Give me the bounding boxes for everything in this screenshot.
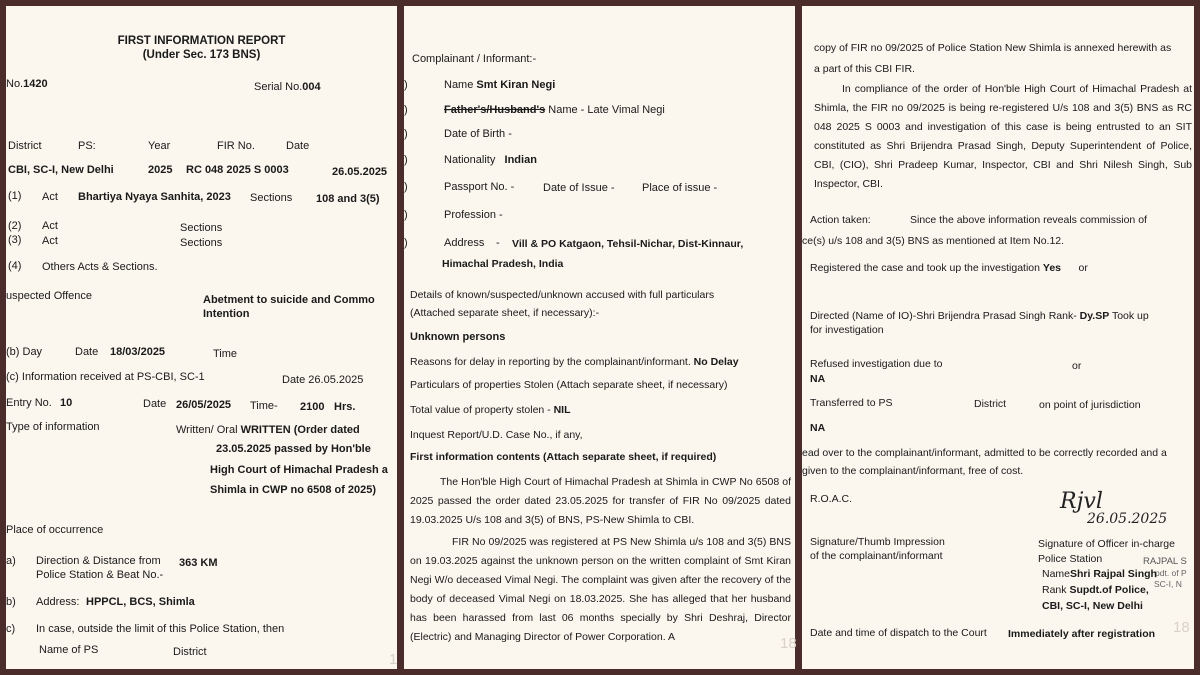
act-row-1-value: Bhartiya Nyaya Sanhita, 2023 [78,191,231,203]
refused-na: NA [810,373,826,385]
transferred-na: NA [810,422,826,434]
dispatch-label: Date and time of dispatch to the Court [810,627,987,639]
year-header: Year [148,140,171,152]
fir-no-header: FIR No. [217,140,255,152]
address-label: Address [444,237,485,249]
police-station-label: Police Station [1038,553,1103,565]
info-received-label: (c) Information received at PS-CBI, SC-1 [6,371,205,383]
officer-office: CBI, SC-I, New Delhi [1042,600,1143,612]
fir-page-3 [802,6,1194,669]
place-of-issue: Place of issue - [642,182,718,194]
district-header: District [8,140,42,152]
address-label: Address: [36,596,80,608]
fir-no-value: RC 048 2025 S 0003 [186,164,289,176]
fir-no-field: No.1420 [6,78,48,90]
address-line-1: Vill & PO Katgaon, Tehsil-Nichar, Dist-Kinnaur, [512,238,744,250]
entry-hrs: Hrs. [334,401,356,413]
report-title: FIRST INFORMATION REPORT [117,35,286,47]
sections-row-2-label: Sections [180,222,223,234]
act-row-2-label: Act [42,220,58,232]
officer-name: NameShri Rajpal Singh [1042,568,1157,580]
refused-or: or [1072,360,1082,372]
act-row-1-label: Act [42,191,58,203]
suspected-offence-label: uspected Offence [6,290,93,302]
action-taken-value: Since the above information reveals commission of [910,214,1147,226]
item-marker: ) [404,104,408,116]
item-marker: ) [404,154,408,166]
directed-io: Directed (Name of IO)-Shri Brijendra Prasad Singh Rank- Dy.SP Took up [810,310,1149,322]
compliance-paragraph: In compliance of the order of Hon'ble High Court of Himachal Pradesh at Shimla, the FIR no 09/2025 is being re-registered U/s 108 and 3(5) BNS as RC 048 2025 S 0003 and investigation of this case is being entrusted to an SIT constituted as Shri Brijendra Prasad Singh, Deputy Superintendent of Police, CBI, (CIO), Shri Pradeep Kumar, Inspector, CBI and Shri Nilesh Singh, Sub Inspector, CBI. [814,83,1192,190]
address-dash: - [496,237,500,249]
date-of-issue: Date of Issue - [543,182,615,194]
jurisdiction: on point of jurisdiction [1039,399,1141,411]
sections-row-1-label: Sections [250,192,293,204]
item-marker: ) [404,79,408,91]
occurrence-date: 18/03/2025 [110,346,166,358]
address-line-2: Himachal Pradesh, India [442,258,564,270]
first-info-heading: First information contents (Attach separate sheet, if required) [410,451,717,463]
signature-date: 26.05.2025 [1087,511,1168,527]
stolen-value: Total value of property stolen - NIL [410,404,571,416]
unknown-persons: Unknown persons [410,331,506,343]
complainant-heading: Complainant / Informant:- [412,53,537,65]
info-received-date: Date 26.05.2025 [282,374,364,386]
year-value: 2025 [148,164,173,176]
beat-no-label: Police Station & Beat No.- [36,569,164,581]
address-value: HPPCL, BCS, Shimla [86,596,195,608]
suspected-offence-value-2: Intention [203,308,250,320]
officer-stamp-line-3: SC-I, N [1154,579,1182,589]
fir-page-1 [6,6,397,669]
item-a-num: a) [6,555,16,567]
complainant-signature-label-2: of the complainant/informant [810,550,943,562]
type-of-info-line-2: 23.05.2025 passed by Hon'ble [216,443,371,455]
sections-row-1-value: 108 and 3(5) [316,193,380,205]
nationality: Nationality Indian [444,154,537,166]
act-row-1-num: (1) [8,190,22,202]
act-row-2-num: (2) [8,220,22,232]
first-info-paragraph-1: The Hon'ble High Court of Himachal Pradesh at Shimla in CWP No 6508 of 2025 passed the order dated 23.05.2025 for transfer of FIR No 09/2025 dated 19.03.2025 U/s 108 and 3(5) of BNS, PS-New Shimla to CBI. [410,476,791,526]
type-of-info-label: Type of information [6,421,100,433]
item-b-num: b) [6,596,16,608]
page-number: 18 [780,635,797,652]
district-label: District [173,646,207,658]
father-husband-name: Father's/Husband's Name - Late Vimal Negi [444,104,665,116]
type-of-info-line-3: High Court of Himachal Pradesh a [210,464,388,476]
type-of-info-value: Written/ Oral WRITTEN (Order dated [176,424,360,436]
accused-details-2: (Attached separate sheet, if necessary):- [410,307,600,319]
free-of-cost-line: given to the complainant/informant, free of cost. [802,465,1024,477]
place-of-occurrence-label: Place of occurrence [6,524,104,536]
distance-value: 363 KM [179,557,218,569]
report-subtitle: (Under Sec. 173 BNS) [142,49,261,61]
day-label: (b) Day [6,346,43,358]
item-marker: ) [404,237,408,249]
fir-page-2 [404,6,795,669]
name-of-ps-label: Name of PS [39,644,99,656]
read-over-line: ead over to the complainant/informant, admitted to be correctly recorded and a [802,447,1167,459]
delay-reasons: Reasons for delay in reporting by the complainant/informant. No Delay [410,356,739,368]
date-header: Date [286,140,310,152]
direction-distance-label: Direction & Distance from [36,555,161,567]
officer-signature: Rjvl [1060,489,1103,514]
officer-stamp-line-2: pdt. of P [1155,568,1187,578]
action-taken-label: Action taken: [810,214,871,226]
for-investigation: for investigation [810,324,884,336]
others-acts-label: Others Acts & Sections. [42,261,158,273]
outside-limit-label: In case, outside the limit of this Police Station, then [36,623,285,635]
entry-no-label: Entry No. [6,397,52,409]
item-marker: ) [404,209,408,221]
item-marker: ) [404,128,408,140]
sections-row-3-label: Sections [180,237,223,249]
action-taken-line-2: ce(s) u/s 108 and 3(5) BNS as mentioned at Item No.12. [802,235,1065,247]
entry-no-value: 10 [60,397,73,409]
stolen-properties: Particulars of properties Stolen (Attach separate sheet, if necessary) [410,379,728,391]
officer-signature-label: Signature of Officer in-charge [1038,538,1175,550]
dispatch-value: Immediately after registration [1008,628,1156,640]
district-value: CBI, SC-I, New Delhi [8,164,114,176]
date-label: Date [75,346,99,358]
accused-details: Details of known/suspected/unknown accused with full particulars [410,289,715,301]
serial-no-field: Serial No.004 [254,81,321,93]
date-of-birth: Date of Birth - [444,128,512,140]
inquest-report: Inquest Report/U.D. Case No., if any, [410,429,583,441]
time-label: Time [213,348,238,360]
complainant-name: Name Smt Kiran Negi [444,79,556,91]
transferred-district: District [974,398,1007,410]
entry-date-value: 26/05/2025 [176,399,232,411]
annex-line-1: copy of FIR no 09/2025 of Police Station New Shimla is annexed herewith as [814,42,1172,54]
registered-case: Registered the case and took up the investigation Yes or [810,262,1088,274]
transferred-to-ps: Transferred to PS [810,397,893,409]
ps-header: PS: [78,140,96,152]
item-c-num: c) [6,623,16,635]
complainant-signature-label: Signature/Thumb Impression [810,536,945,548]
item-marker: ) [404,181,408,193]
page-number: 18 [1173,619,1190,636]
first-info-paragraph-2: FIR No 09/2025 was registered at PS New Shimla u/s 108 and 3(5) BNS on 19.03.2025 against the unknown person on the written complaint of Smt Kiran Negi W/o deceased Vimal Negi. The complaint was given after the recovery of the body of deceased Vimal Negi on 18.03.2025. She has alleged that her husband has been harassed from last 06 months specially by Shri Deshraj, Director (Electric) and Managing Director of Power Corporation. A [410,536,791,643]
officer-stamp-line-1: RAJPAL S [1143,556,1187,567]
profession: Profession - [444,209,503,221]
fir-date-value: 26.05.2025 [332,166,388,178]
roac: R.O.A.C. [810,493,853,505]
officer-rank: Rank Supdt.of Police, [1042,584,1149,596]
act-row-3-num: (3) [8,234,22,246]
annex-line-2: a part of this CBI FIR. [814,63,915,75]
type-of-info-line-4: Shimla in CWP no 6508 of 2025) [210,484,377,496]
refused-investigation: Refused investigation due to [810,358,943,370]
suspected-offence-value: Abetment to suicide and Commo [203,294,375,306]
page-number: 1 [389,651,398,668]
act-row-3-label: Act [42,235,58,247]
passport-no: Passport No. - [444,181,515,193]
entry-time-value: 2100 [300,401,325,413]
act-row-4-num: (4) [8,260,22,272]
entry-date-label: Date [143,398,167,410]
entry-time-label: Time- [250,400,278,412]
